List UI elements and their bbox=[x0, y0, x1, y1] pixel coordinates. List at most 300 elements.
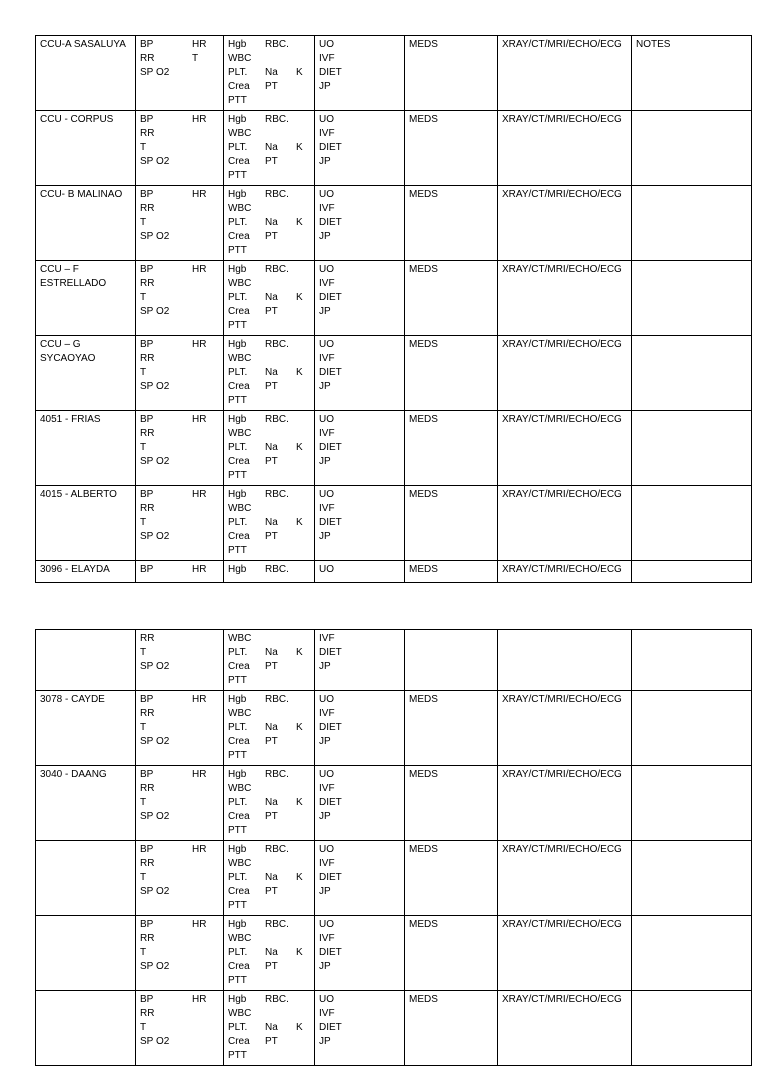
wbc-label: WBC bbox=[228, 353, 252, 364]
patient-name-cell[interactable]: CCU – F ESTRELLADO bbox=[36, 261, 136, 336]
wbc-label: WBC bbox=[228, 278, 252, 289]
diet-label: DIET bbox=[319, 367, 342, 378]
patient-name-cell[interactable]: CCU-A SASALUYA bbox=[36, 36, 136, 111]
labs-cell[interactable] bbox=[224, 630, 315, 691]
labs-cell[interactable] bbox=[224, 691, 315, 766]
jp-label: JP bbox=[319, 961, 331, 972]
na-label: Na bbox=[265, 67, 278, 78]
rr-label: RR bbox=[140, 633, 155, 644]
crea-label: Crea bbox=[228, 531, 250, 542]
vitals-cell[interactable] bbox=[136, 261, 224, 336]
meds-cell[interactable]: MEDS bbox=[405, 916, 498, 991]
patient-name-cell[interactable]: 4015 - ALBERTO bbox=[36, 486, 136, 561]
jp-label: JP bbox=[319, 381, 331, 392]
patient-name-cell[interactable] bbox=[36, 630, 136, 691]
pt-label: PT bbox=[265, 961, 278, 972]
ivf-label: IVF bbox=[319, 128, 335, 139]
io-cell[interactable] bbox=[315, 630, 405, 691]
io-cell[interactable] bbox=[315, 36, 405, 111]
jp-label: JP bbox=[319, 531, 331, 542]
ptt-label: PTT bbox=[228, 900, 247, 911]
diet-label: DIET bbox=[319, 517, 342, 528]
io-cell[interactable] bbox=[315, 111, 405, 186]
rr-label: RR bbox=[140, 783, 155, 794]
diet-label: DIET bbox=[319, 142, 342, 153]
imaging-cell[interactable]: XRAY/CT/MRI/ECHO/ECG bbox=[498, 411, 632, 486]
jp-label: JP bbox=[319, 81, 331, 92]
uo-label: UO bbox=[319, 769, 334, 780]
meds-cell[interactable]: MEDS bbox=[405, 186, 498, 261]
pt-label: PT bbox=[265, 736, 278, 747]
rbc-label: RBC. bbox=[265, 114, 289, 125]
k-label: K bbox=[296, 517, 303, 528]
meds-cell[interactable]: MEDS bbox=[405, 486, 498, 561]
hgb-label: Hgb bbox=[228, 189, 247, 200]
na-label: Na bbox=[265, 142, 278, 153]
uo-label: UO bbox=[319, 39, 334, 50]
io-cell[interactable] bbox=[315, 841, 405, 916]
crea-label: Crea bbox=[228, 961, 250, 972]
ivf-label: IVF bbox=[319, 933, 335, 944]
ivf-label: IVF bbox=[319, 858, 335, 869]
imaging-cell[interactable]: XRAY/CT/MRI/ECHO/ECG bbox=[498, 561, 632, 583]
labs-cell[interactable] bbox=[224, 186, 315, 261]
notes-cell[interactable] bbox=[632, 186, 752, 261]
plt-label: PLT. bbox=[228, 872, 248, 883]
notes-cell[interactable] bbox=[632, 486, 752, 561]
hgb-label: Hgb bbox=[228, 39, 247, 50]
patient-name-cell[interactable] bbox=[36, 916, 136, 991]
spo2-label: SP O2 bbox=[140, 961, 170, 972]
t-label: T bbox=[140, 142, 147, 153]
patient-name-cell[interactable]: 4051 - FRIAS bbox=[36, 411, 136, 486]
ivf-label: IVF bbox=[319, 503, 335, 514]
na-label: Na bbox=[265, 292, 278, 303]
io-cell[interactable] bbox=[315, 766, 405, 841]
k-label: K bbox=[296, 142, 303, 153]
hr-label: HR bbox=[192, 414, 207, 425]
plt-label: PLT. bbox=[228, 67, 248, 78]
rbc-label: RBC. bbox=[265, 339, 289, 350]
labs-cell[interactable] bbox=[224, 261, 315, 336]
table-row bbox=[36, 486, 752, 561]
census-table-2 bbox=[35, 629, 752, 1066]
spo2-label: SP O2 bbox=[140, 886, 170, 897]
hgb-label: Hgb bbox=[228, 844, 247, 855]
uo-label: UO bbox=[319, 414, 334, 425]
t-label: T bbox=[140, 1022, 147, 1033]
vitals-cell[interactable] bbox=[136, 336, 224, 411]
vitals-cell[interactable] bbox=[136, 186, 224, 261]
pt-label: PT bbox=[265, 306, 278, 317]
vitals-cell[interactable] bbox=[136, 111, 224, 186]
ptt-label: PTT bbox=[228, 170, 247, 181]
hr-label: HR bbox=[192, 189, 207, 200]
t-label: T bbox=[140, 947, 147, 958]
labs-cell[interactable] bbox=[224, 916, 315, 991]
meds-cell[interactable]: MEDS bbox=[405, 561, 498, 583]
k-label: K bbox=[296, 67, 303, 78]
crea-label: Crea bbox=[228, 81, 250, 92]
vitals-cell[interactable] bbox=[136, 766, 224, 841]
vitals-cell[interactable] bbox=[136, 916, 224, 991]
patient-name-cell[interactable]: 3078 - CAYDE bbox=[36, 691, 136, 766]
k-label: K bbox=[296, 442, 303, 453]
uo-label: UO bbox=[319, 994, 334, 1005]
k-label: K bbox=[296, 797, 303, 808]
notes-cell[interactable]: NOTES bbox=[632, 36, 752, 111]
notes-cell[interactable] bbox=[632, 630, 752, 691]
imaging-cell[interactable]: XRAY/CT/MRI/ECHO/ECG bbox=[498, 916, 632, 991]
rr-label: RR bbox=[140, 933, 155, 944]
vitals-cell[interactable] bbox=[136, 691, 224, 766]
rbc-label: RBC. bbox=[265, 189, 289, 200]
pt-label: PT bbox=[265, 531, 278, 542]
meds-cell[interactable]: MEDS bbox=[405, 36, 498, 111]
ptt-label: PTT bbox=[228, 470, 247, 481]
bp-label: BP bbox=[140, 489, 154, 500]
vitals-cell[interactable] bbox=[136, 991, 224, 1066]
patient-name-cell[interactable]: 3096 - ELAYDA bbox=[36, 561, 136, 583]
rr-label: RR bbox=[140, 708, 155, 719]
hr-label: HR bbox=[192, 339, 207, 350]
meds-cell[interactable]: MEDS bbox=[405, 261, 498, 336]
crea-label: Crea bbox=[228, 156, 250, 167]
notes-cell[interactable] bbox=[632, 916, 752, 991]
pt-label: PT bbox=[265, 381, 278, 392]
bp-label: BP bbox=[140, 264, 154, 275]
bp-label: BP bbox=[140, 339, 154, 350]
t-label: T bbox=[140, 442, 147, 453]
notes-cell[interactable] bbox=[632, 411, 752, 486]
patient-name-cell[interactable]: CCU- B MALINAO bbox=[36, 186, 136, 261]
t-label: T bbox=[140, 517, 147, 528]
ptt-label: PTT bbox=[228, 95, 247, 106]
ivf-label: IVF bbox=[319, 633, 335, 644]
vitals-cell[interactable] bbox=[136, 36, 224, 111]
t-label: T bbox=[140, 217, 147, 228]
crea-label: Crea bbox=[228, 456, 250, 467]
notes-cell[interactable] bbox=[632, 841, 752, 916]
table-row bbox=[36, 991, 752, 1066]
wbc-label: WBC bbox=[228, 128, 252, 139]
ptt-label: PTT bbox=[228, 825, 247, 836]
diet-label: DIET bbox=[319, 292, 342, 303]
hgb-label: Hgb bbox=[228, 769, 247, 780]
plt-label: PLT. bbox=[228, 367, 248, 378]
ivf-label: IVF bbox=[319, 708, 335, 719]
crea-label: Crea bbox=[228, 811, 250, 822]
labs-cell[interactable] bbox=[224, 36, 315, 111]
spo2-label: SP O2 bbox=[140, 67, 170, 78]
diet-label: DIET bbox=[319, 1022, 342, 1033]
wbc-label: WBC bbox=[228, 203, 252, 214]
ptt-label: PTT bbox=[228, 675, 247, 686]
ivf-label: IVF bbox=[319, 353, 335, 364]
hgb-label: Hgb bbox=[228, 994, 247, 1005]
hr-label: HR bbox=[192, 39, 207, 50]
wbc-label: WBC bbox=[228, 1008, 252, 1019]
ptt-label: PTT bbox=[228, 320, 247, 331]
t-label: T bbox=[140, 722, 147, 733]
rr-label: RR bbox=[140, 503, 155, 514]
meds-cell[interactable] bbox=[405, 630, 498, 691]
spo2-label: SP O2 bbox=[140, 231, 170, 242]
diet-label: DIET bbox=[319, 797, 342, 808]
imaging-cell[interactable]: XRAY/CT/MRI/ECHO/ECG bbox=[498, 111, 632, 186]
hgb-label: Hgb bbox=[228, 264, 247, 275]
labs-cell[interactable] bbox=[224, 561, 315, 583]
spo2-label: SP O2 bbox=[140, 736, 170, 747]
meds-cell[interactable]: MEDS bbox=[405, 841, 498, 916]
diet-label: DIET bbox=[319, 67, 342, 78]
patient-name-cell[interactable]: CCU - CORPUS bbox=[36, 111, 136, 186]
pt-label: PT bbox=[265, 1036, 278, 1047]
rbc-label: RBC. bbox=[265, 694, 289, 705]
imaging-cell[interactable]: XRAY/CT/MRI/ECHO/ECG bbox=[498, 486, 632, 561]
notes-cell[interactable] bbox=[632, 691, 752, 766]
io-cell[interactable] bbox=[315, 561, 405, 583]
hgb-label: Hgb bbox=[228, 694, 247, 705]
wbc-label: WBC bbox=[228, 858, 252, 869]
labs-cell[interactable] bbox=[224, 336, 315, 411]
spo2-label: SP O2 bbox=[140, 531, 170, 542]
wbc-label: WBC bbox=[228, 933, 252, 944]
k-label: K bbox=[296, 947, 303, 958]
notes-cell[interactable] bbox=[632, 561, 752, 583]
table-row bbox=[36, 630, 752, 691]
hgb-label: Hgb bbox=[228, 339, 247, 350]
na-label: Na bbox=[265, 647, 278, 658]
imaging-cell[interactable]: XRAY/CT/MRI/ECHO/ECG bbox=[498, 691, 632, 766]
rbc-label: RBC. bbox=[265, 414, 289, 425]
t-label: T bbox=[140, 647, 147, 658]
spo2-label: SP O2 bbox=[140, 1036, 170, 1047]
pt-label: PT bbox=[265, 661, 278, 672]
spo2-label: SP O2 bbox=[140, 811, 170, 822]
na-label: Na bbox=[265, 217, 278, 228]
rr-label: RR bbox=[140, 858, 155, 869]
hgb-label: Hgb bbox=[228, 919, 247, 930]
k-label: K bbox=[296, 367, 303, 378]
notes-cell[interactable] bbox=[632, 991, 752, 1066]
spo2-label: SP O2 bbox=[140, 381, 170, 392]
ptt-label: PTT bbox=[228, 750, 247, 761]
table-row bbox=[36, 261, 752, 336]
imaging-cell[interactable] bbox=[498, 630, 632, 691]
notes-cell[interactable] bbox=[632, 111, 752, 186]
meds-cell[interactable]: MEDS bbox=[405, 336, 498, 411]
jp-label: JP bbox=[319, 736, 331, 747]
uo-label: UO bbox=[319, 694, 334, 705]
hr-label: HR bbox=[192, 114, 207, 125]
plt-label: PLT. bbox=[228, 797, 248, 808]
crea-label: Crea bbox=[228, 736, 250, 747]
na-label: Na bbox=[265, 722, 278, 733]
bp-label: BP bbox=[140, 694, 154, 705]
io-cell[interactable] bbox=[315, 916, 405, 991]
wbc-label: WBC bbox=[228, 503, 252, 514]
patient-name-cell[interactable]: CCU – G SYCAOYAO bbox=[36, 336, 136, 411]
rr-label: RR bbox=[140, 278, 155, 289]
table-row bbox=[36, 111, 752, 186]
uo-label: UO bbox=[319, 489, 334, 500]
labs-cell[interactable] bbox=[224, 991, 315, 1066]
labs-cell[interactable] bbox=[224, 111, 315, 186]
plt-label: PLT. bbox=[228, 142, 248, 153]
k-label: K bbox=[296, 217, 303, 228]
bp-label: BP bbox=[140, 919, 154, 930]
bp-label: BP bbox=[140, 769, 154, 780]
t-label: T bbox=[140, 797, 147, 808]
plt-label: PLT. bbox=[228, 442, 248, 453]
hr-label: HR bbox=[192, 844, 207, 855]
diet-label: DIET bbox=[319, 872, 342, 883]
na-label: Na bbox=[265, 442, 278, 453]
io-cell[interactable] bbox=[315, 336, 405, 411]
na-label: Na bbox=[265, 367, 278, 378]
ivf-label: IVF bbox=[319, 428, 335, 439]
jp-label: JP bbox=[319, 811, 331, 822]
notes-cell[interactable] bbox=[632, 336, 752, 411]
imaging-cell[interactable]: XRAY/CT/MRI/ECHO/ECG bbox=[498, 261, 632, 336]
hr-label: HR bbox=[192, 264, 207, 275]
ptt-label: PTT bbox=[228, 395, 247, 406]
jp-label: JP bbox=[319, 231, 331, 242]
crea-label: Crea bbox=[228, 661, 250, 672]
imaging-cell[interactable]: XRAY/CT/MRI/ECHO/ECG bbox=[498, 336, 632, 411]
notes-cell[interactable] bbox=[632, 766, 752, 841]
vitals-cell[interactable] bbox=[136, 486, 224, 561]
io-cell[interactable] bbox=[315, 691, 405, 766]
crea-label: Crea bbox=[228, 886, 250, 897]
spo2-label: SP O2 bbox=[140, 306, 170, 317]
uo-label: UO bbox=[319, 919, 334, 930]
meds-cell[interactable]: MEDS bbox=[405, 991, 498, 1066]
vitals-cell[interactable] bbox=[136, 561, 224, 583]
k-label: K bbox=[296, 647, 303, 658]
patient-name-cell[interactable] bbox=[36, 841, 136, 916]
diet-label: DIET bbox=[319, 217, 342, 228]
na-label: Na bbox=[265, 517, 278, 528]
ptt-label: PTT bbox=[228, 975, 247, 986]
bp-label: BP bbox=[140, 994, 154, 1005]
crea-label: Crea bbox=[228, 306, 250, 317]
census-table-1 bbox=[35, 35, 752, 583]
hr-label: HR bbox=[192, 919, 207, 930]
io-cell[interactable] bbox=[315, 411, 405, 486]
labs-cell[interactable] bbox=[224, 411, 315, 486]
uo-label: UO bbox=[319, 114, 334, 125]
hr-label: HR bbox=[192, 564, 207, 575]
io-cell[interactable] bbox=[315, 261, 405, 336]
rr-label: RR bbox=[140, 353, 155, 364]
vitals-cell[interactable] bbox=[136, 630, 224, 691]
wbc-label: WBC bbox=[228, 783, 252, 794]
vitals-cell[interactable] bbox=[136, 411, 224, 486]
rbc-label: RBC. bbox=[265, 919, 289, 930]
imaging-cell[interactable]: XRAY/CT/MRI/ECHO/ECG bbox=[498, 186, 632, 261]
meds-cell[interactable]: MEDS bbox=[405, 766, 498, 841]
imaging-cell[interactable]: XRAY/CT/MRI/ECHO/ECG bbox=[498, 766, 632, 841]
meds-cell[interactable]: MEDS bbox=[405, 111, 498, 186]
diet-label: DIET bbox=[319, 442, 342, 453]
table-row bbox=[36, 916, 752, 991]
pt-label: PT bbox=[265, 156, 278, 167]
pt-label: PT bbox=[265, 886, 278, 897]
jp-label: JP bbox=[319, 661, 331, 672]
imaging-cell[interactable]: XRAY/CT/MRI/ECHO/ECG bbox=[498, 991, 632, 1066]
pt-label: PT bbox=[265, 231, 278, 242]
rr-label: RR bbox=[140, 128, 155, 139]
uo-label: UO bbox=[319, 564, 334, 575]
imaging-cell[interactable]: XRAY/CT/MRI/ECHO/ECG bbox=[498, 36, 632, 111]
bp-label: BP bbox=[140, 189, 154, 200]
hgb-label: Hgb bbox=[228, 114, 247, 125]
k-label: K bbox=[296, 292, 303, 303]
plt-label: PLT. bbox=[228, 217, 248, 228]
t-label: T bbox=[140, 292, 147, 303]
pt-label: PT bbox=[265, 811, 278, 822]
io-cell[interactable] bbox=[315, 991, 405, 1066]
crea-label: Crea bbox=[228, 381, 250, 392]
labs-cell[interactable] bbox=[224, 766, 315, 841]
diet-label: DIET bbox=[319, 947, 342, 958]
table-row bbox=[36, 691, 752, 766]
jp-label: JP bbox=[319, 306, 331, 317]
io-cell[interactable] bbox=[315, 486, 405, 561]
ivf-label: IVF bbox=[319, 203, 335, 214]
spo2-label: SP O2 bbox=[140, 156, 170, 167]
hr-label: HR bbox=[192, 994, 207, 1005]
labs-cell[interactable] bbox=[224, 486, 315, 561]
uo-label: UO bbox=[319, 189, 334, 200]
vitals-cell[interactable] bbox=[136, 841, 224, 916]
wbc-label: WBC bbox=[228, 428, 252, 439]
plt-label: PLT. bbox=[228, 292, 248, 303]
labs-cell[interactable] bbox=[224, 841, 315, 916]
ivf-label: IVF bbox=[319, 783, 335, 794]
rbc-label: RBC. bbox=[265, 994, 289, 1005]
table-row bbox=[36, 36, 752, 111]
hgb-label: Hgb bbox=[228, 489, 247, 500]
rr-label: RR bbox=[140, 53, 155, 64]
meds-cell[interactable]: MEDS bbox=[405, 411, 498, 486]
bp-label: BP bbox=[140, 564, 154, 575]
jp-label: JP bbox=[319, 156, 331, 167]
plt-label: PLT. bbox=[228, 647, 248, 658]
ptt-label: PTT bbox=[228, 1050, 247, 1061]
na-label: Na bbox=[265, 872, 278, 883]
table-row bbox=[36, 336, 752, 411]
plt-label: PLT. bbox=[228, 517, 248, 528]
notes-cell[interactable] bbox=[632, 261, 752, 336]
imaging-cell[interactable]: XRAY/CT/MRI/ECHO/ECG bbox=[498, 841, 632, 916]
rbc-label: RBC. bbox=[265, 264, 289, 275]
patient-name-cell[interactable]: 3040 - DAANG bbox=[36, 766, 136, 841]
plt-label: PLT. bbox=[228, 722, 248, 733]
hr-label: HR bbox=[192, 694, 207, 705]
crea-label: Crea bbox=[228, 1036, 250, 1047]
table-row bbox=[36, 841, 752, 916]
wbc-label: WBC bbox=[228, 633, 252, 644]
io-cell[interactable] bbox=[315, 186, 405, 261]
rr-label: RR bbox=[140, 428, 155, 439]
table-row bbox=[36, 186, 752, 261]
meds-cell[interactable]: MEDS bbox=[405, 691, 498, 766]
patient-name-cell[interactable] bbox=[36, 991, 136, 1066]
spo2-label: SP O2 bbox=[140, 456, 170, 467]
